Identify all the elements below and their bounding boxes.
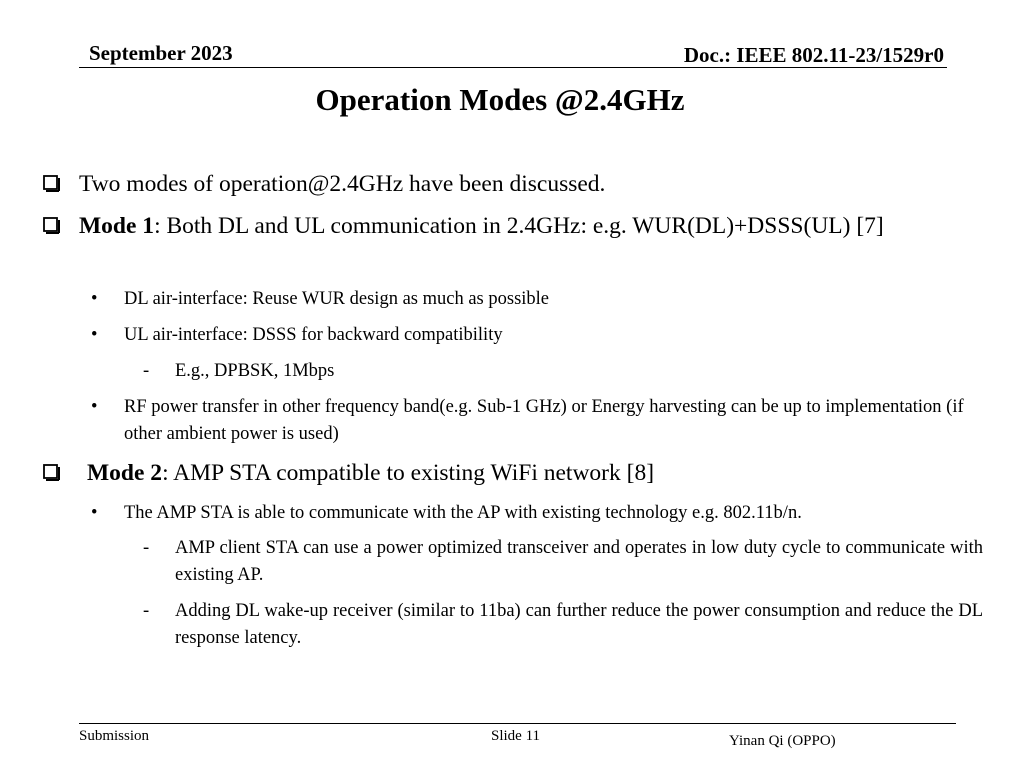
checkbox-bullet-icon (42, 216, 62, 236)
mode-2-text: : AMP STA compatible to existing WiFi network [8] (162, 460, 655, 486)
sub-item-wakeup-receiver (143, 598, 983, 652)
footer-rule (79, 723, 956, 724)
header-date: September 2023 (89, 41, 233, 65)
mode-1-text: : Both DL and UL communication in 2.4GHz: e.g. WUR(DL)+DSSS(UL) [7] (154, 213, 884, 239)
bullet-item-dl (91, 286, 986, 313)
bullet-dot-icon: • (91, 289, 98, 309)
sub-item-amp-client (143, 535, 983, 589)
bullet-item-mode-1 (79, 212, 985, 241)
mode-1-label: Mode 1 (79, 213, 155, 239)
bullet-item-intro (79, 170, 985, 199)
bullet-item-mode-2 (87, 459, 985, 488)
bullet-dot-icon: • (91, 397, 98, 417)
bullet-dot-icon: • (91, 503, 98, 523)
amp-sta-text: The AMP STA is able to communicate with the AP with existing technology e.g. 802.11b/n. (124, 503, 802, 523)
intro-text: Two modes of operation@2.4GHz have been discussed. (79, 171, 606, 197)
bullet-dot-icon: • (91, 325, 98, 345)
bullet-item-ul (91, 322, 986, 349)
footer-submission: Submission (79, 728, 150, 744)
header-doc-id: Doc.: IEEE 802.11-23/1529r0 (683, 43, 944, 67)
dash-marker: - (143, 601, 150, 621)
checkbox-bullet-icon (42, 174, 62, 194)
slide-title: Operation Modes @2.4GHz (315, 82, 685, 117)
ul-example-text: E.g., DPBSK, 1Mbps (175, 361, 335, 381)
footer-slide-number: Slide 11 (491, 728, 541, 744)
wakeup-receiver-text: Adding DL wake-up receiver (similar to 11ba) can further reduce the power consumption and reduce the DL response latency. (175, 601, 983, 648)
amp-client-text: AMP client STA can use a power optimized transceiver and operates in low duty cycle to communicate with existing AP. (175, 538, 983, 585)
sub-item-ul-example (143, 358, 983, 385)
footer-author: Yinan Qi (OPPO) (729, 733, 836, 749)
ul-text: UL air-interface: DSSS for backward compatibility (124, 325, 503, 345)
bullet-item-rf-power (91, 394, 986, 448)
checkbox-bullet-icon (42, 463, 62, 483)
dash-marker: - (143, 361, 150, 381)
dl-text: DL air-interface: Reuse WUR design as much as possible (124, 289, 550, 309)
rf-power-text: RF power transfer in other frequency band(e.g. Sub-1 GHz) or Energy harvesting can be up to implementation (if other ambient power is used) (124, 397, 964, 444)
dash-marker: - (143, 538, 150, 558)
mode-2-label: Mode 2 (87, 460, 163, 486)
header-rule (79, 67, 947, 68)
bullet-item-amp-sta (91, 500, 986, 527)
